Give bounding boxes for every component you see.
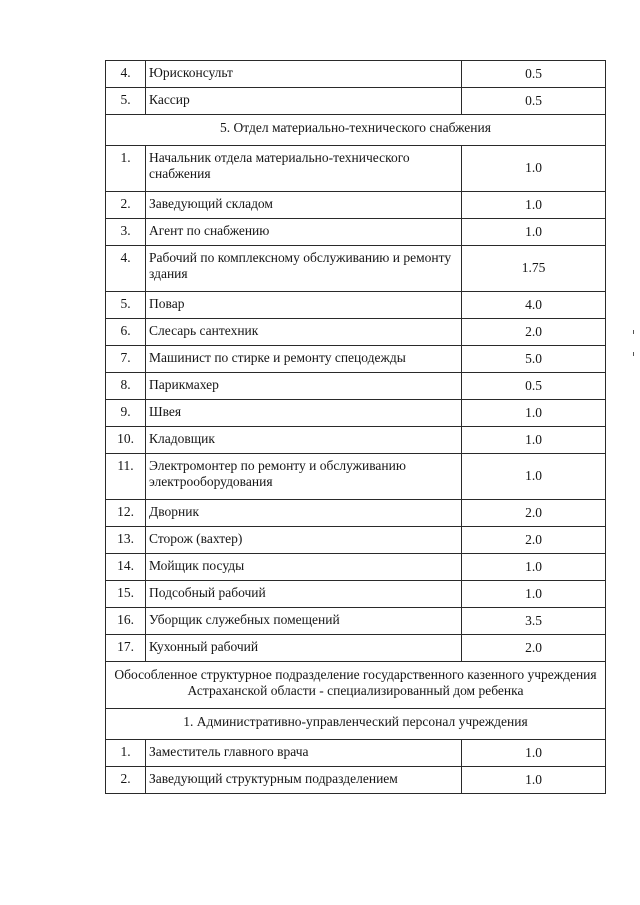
row-number: 7.	[106, 346, 146, 373]
staff-units-value: 1.0	[462, 400, 606, 427]
table-row	[106, 192, 606, 219]
position-name: Кассир	[146, 88, 462, 115]
row-number: 15.	[106, 581, 146, 608]
position-name: Уборщик служебных помещений	[146, 608, 462, 635]
table-row	[106, 346, 606, 373]
row-number: 2.	[106, 767, 146, 794]
position-name: Агент по снабжению	[146, 219, 462, 246]
table-row	[106, 88, 606, 115]
staff-table	[105, 60, 606, 794]
row-number: 3.	[106, 219, 146, 246]
scan-mark	[633, 330, 634, 334]
row-number: 14.	[106, 554, 146, 581]
position-name: Начальник отдела материально-технического снабжения	[146, 146, 462, 192]
table-row	[106, 767, 606, 794]
staff-units-value: 1.0	[462, 192, 606, 219]
row-number: 11.	[106, 454, 146, 500]
position-name: Рабочий по комплексному обслуживанию и ремонту здания	[146, 246, 462, 292]
position-name: Заведующий складом	[146, 192, 462, 219]
staff-units-value: 1.0	[462, 554, 606, 581]
position-name: Дворник	[146, 500, 462, 527]
row-number: 4.	[106, 61, 146, 88]
section-row	[106, 115, 606, 146]
table-row	[106, 554, 606, 581]
row-number: 4.	[106, 246, 146, 292]
staff-units-value: 0.5	[462, 88, 606, 115]
position-name: Подсобный рабочий	[146, 581, 462, 608]
staff-units-value: 0.5	[462, 61, 606, 88]
position-name: Заместитель главного врача	[146, 740, 462, 767]
section-title: 1. Административно-управленческий персонал учреждения	[106, 709, 606, 740]
section-title: 5. Отдел материально-технического снабжения	[106, 115, 606, 146]
row-number: 8.	[106, 373, 146, 400]
table-row	[106, 527, 606, 554]
position-name: Юрисконсульт	[146, 61, 462, 88]
section-row	[106, 709, 606, 740]
table-row	[106, 608, 606, 635]
staff-table-body	[106, 61, 606, 794]
table-row	[106, 500, 606, 527]
position-name: Кладовщик	[146, 427, 462, 454]
position-name: Слесарь сантехник	[146, 319, 462, 346]
section-title: Обособленное структурное подразделение государственного казенного учреждения Астраханской области - специализированный дом ребенка	[106, 662, 606, 709]
row-number: 17.	[106, 635, 146, 662]
staff-units-value: 1.0	[462, 219, 606, 246]
staff-units-value: 4.0	[462, 292, 606, 319]
table-row	[106, 454, 606, 500]
staff-units-value: 1.0	[462, 767, 606, 794]
row-number: 9.	[106, 400, 146, 427]
row-number: 10.	[106, 427, 146, 454]
position-name: Швея	[146, 400, 462, 427]
staff-units-value: 1.0	[462, 740, 606, 767]
position-name: Электромонтер по ремонту и обслуживанию электрооборудования	[146, 454, 462, 500]
staff-units-value: 2.0	[462, 500, 606, 527]
position-name: Сторож (вахтер)	[146, 527, 462, 554]
scan-mark	[633, 352, 634, 356]
table-row	[106, 400, 606, 427]
position-name: Повар	[146, 292, 462, 319]
table-row	[106, 581, 606, 608]
position-name: Кухонный рабочий	[146, 635, 462, 662]
row-number: 1.	[106, 146, 146, 192]
table-row	[106, 373, 606, 400]
staff-units-value: 1.0	[462, 581, 606, 608]
staff-units-value: 1.75	[462, 246, 606, 292]
row-number: 6.	[106, 319, 146, 346]
row-number: 2.	[106, 192, 146, 219]
staff-units-value: 2.0	[462, 319, 606, 346]
table-row	[106, 246, 606, 292]
row-number: 12.	[106, 500, 146, 527]
table-row	[106, 292, 606, 319]
table-row	[106, 319, 606, 346]
staff-units-value: 5.0	[462, 346, 606, 373]
table-row	[106, 61, 606, 88]
row-number: 5.	[106, 292, 146, 319]
row-number: 5.	[106, 88, 146, 115]
position-name: Заведующий структурным подразделением	[146, 767, 462, 794]
row-number: 16.	[106, 608, 146, 635]
table-row	[106, 635, 606, 662]
staff-units-value: 2.0	[462, 635, 606, 662]
section-row	[106, 662, 606, 709]
table-row	[106, 740, 606, 767]
staff-units-value: 1.0	[462, 427, 606, 454]
row-number: 13.	[106, 527, 146, 554]
staff-units-value: 1.0	[462, 146, 606, 192]
staff-units-value: 0.5	[462, 373, 606, 400]
table-row	[106, 146, 606, 192]
position-name: Мойщик посуды	[146, 554, 462, 581]
table-row	[106, 219, 606, 246]
staff-units-value: 3.5	[462, 608, 606, 635]
staff-units-value: 2.0	[462, 527, 606, 554]
row-number: 1.	[106, 740, 146, 767]
position-name: Машинист по стирке и ремонту спецодежды	[146, 346, 462, 373]
staff-units-value: 1.0	[462, 454, 606, 500]
table-row	[106, 427, 606, 454]
position-name: Парикмахер	[146, 373, 462, 400]
